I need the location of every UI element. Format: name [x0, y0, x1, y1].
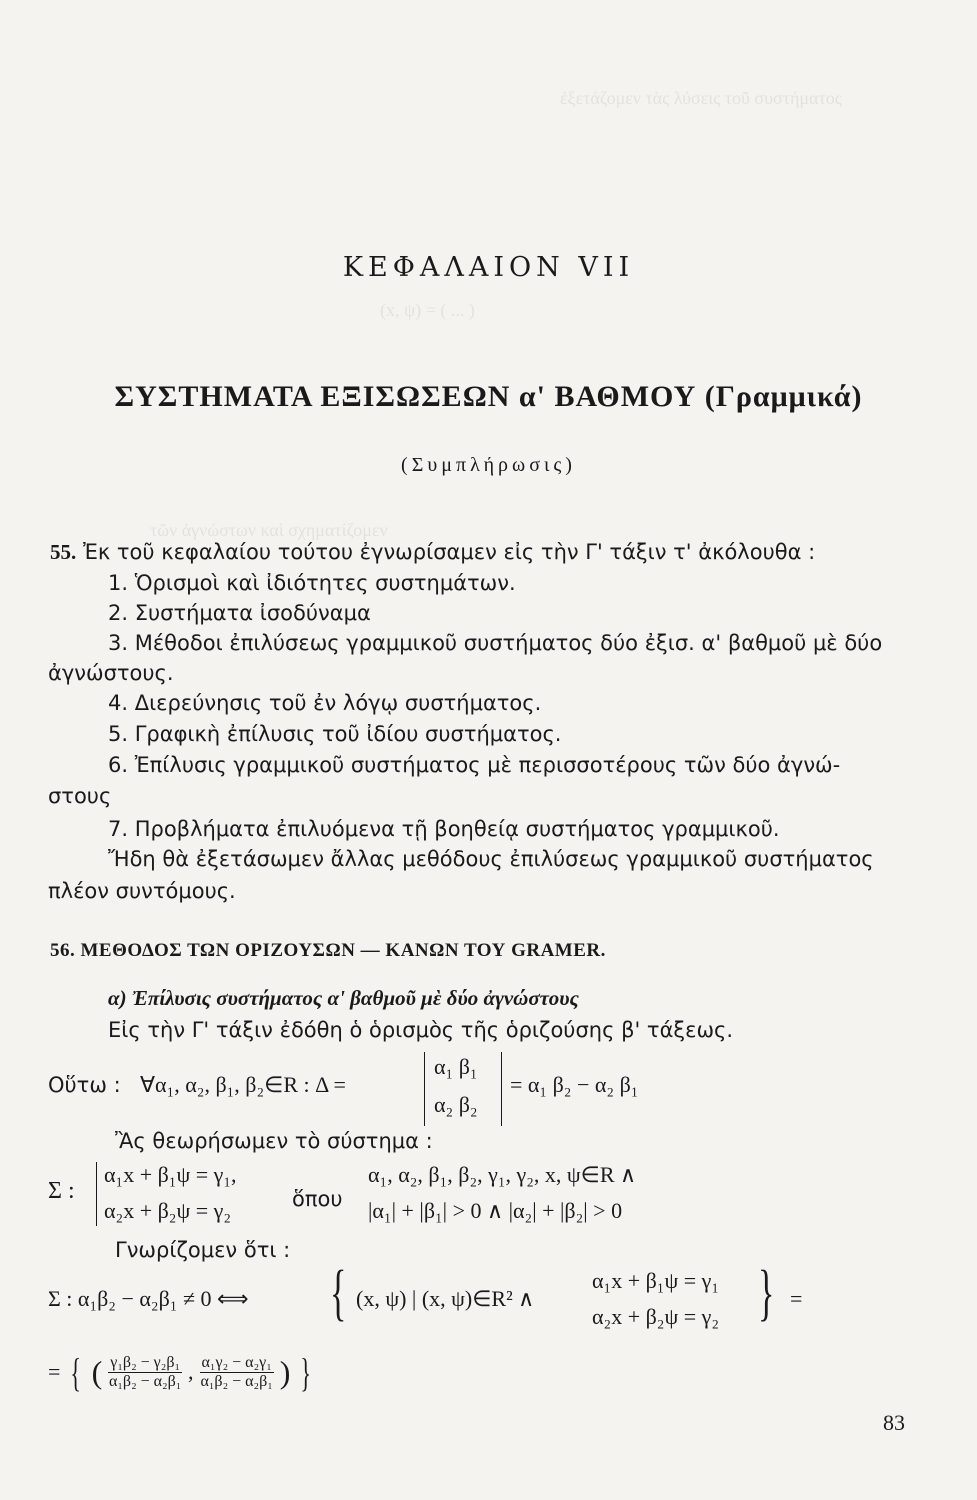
section-number: 55. [50, 540, 77, 564]
left-brace-icon: { [330, 1259, 347, 1327]
right-brace-icon: } [300, 1349, 312, 1395]
subsection-heading: α) Ἐπίλυσις συστήματος α' βαθμοῦ μὲ δύο ἀγνώστους [108, 986, 579, 1010]
list-item: 6. Ἐπίλυσις γραμμικοῦ συστήματος μὲ περισσοτέρους τῶν δύο ἀγνώ- [108, 753, 841, 777]
equals-sign: = [790, 1286, 803, 1311]
fraction-denominator: α₁β₂ − α₂β₁ [200, 1372, 273, 1390]
outo-label: Οὕτω : [48, 1073, 121, 1097]
determinant-row-1: α₁ β₁ [434, 1054, 478, 1079]
page-subtitle: (Συμπλήρωσις) [401, 454, 576, 476]
solvability-condition: Σ : α₁β₂ − α₂β₁ ≠ 0 ⟺ [48, 1286, 249, 1311]
list-item: 2. Συστήματα ἰσοδύναμα [108, 601, 371, 625]
system-equation-2: α₂x + β₂ψ = γ₂ [104, 1198, 232, 1223]
list-item: 5. Γραφικὴ ἐπίλυσις τοῦ ἰδίου συστήματος. [108, 722, 562, 746]
quantifier-expression: ∀α₁, α₂, β₁, β₂∈R : Δ = [140, 1072, 346, 1097]
left-brace-icon: { [70, 1349, 82, 1395]
bleed-through-text: τῶν ἀγνώστων καὶ σχηματίζομεν [150, 520, 388, 540]
left-paren-icon: ( [91, 1353, 103, 1390]
bleed-through-text: ἐξετάζομεν τὰς λύσεις τοῦ συστήματος [560, 88, 842, 108]
bleed-through-text: (x, ψ) = ( ... ) [380, 300, 475, 320]
list-item: 4. Διερεύνησις τοῦ ἐν λόγῳ συστήματος. [108, 691, 542, 715]
page-number: 83 [883, 1410, 905, 1435]
condition-line-2: |α₁| + |β₁| > 0 ∧ |α₂| + |β₂| > 0 [368, 1198, 623, 1223]
paragraph-line: Ἂς θεωρήσωμεν τὸ σύστημα : [115, 1129, 433, 1153]
section-56-heading [50, 940, 606, 962]
solution-result [48, 1344, 316, 1400]
chapter-heading: ΚΕΦΑΛΑΙΟΝ VII [342, 252, 635, 283]
comma-separator: , [188, 1359, 194, 1384]
paragraph-line: Ἤδη θὰ ἐξετάσωμεν ἄλλας μεθόδους ἐπιλύσεως γραμμικοῦ συστήματος [108, 847, 874, 871]
solution-set-condition: (x, ψ) | (x, ψ)∈R² ∧ [356, 1286, 535, 1311]
list-item: 1. Ὁρισμοὶ καὶ ἰδιότητες συστημάτων. [108, 571, 516, 595]
list-item-continuation: ἀγνώστους. [48, 661, 174, 685]
paragraph-line: Γνωρίζομεν ὅτι : [115, 1238, 291, 1262]
page-title: ΣΥΣΤΗΜΑΤΑ ΕΞΙΣΩΣΕΩΝ α' ΒΑΘΜΟΥ (Γραμμικά) [114, 380, 863, 413]
system-equation-1: α₁x + β₁ψ = γ₁, [104, 1162, 237, 1187]
fraction-psi [200, 1354, 274, 1391]
paragraph-line: πλέον συντόμους. [48, 879, 236, 903]
section-number: 56. [50, 940, 76, 961]
section-55-intro-text: Ἐκ τοῦ κεφαλαίου τούτου ἐγνωρίσαμεν εἰς τὴν Γ' τάξιν τ' ἀκόλουθα : [82, 540, 816, 564]
solution-set-equation-2: α₂x + β₂ψ = γ₂ [592, 1304, 720, 1329]
condition-line-1: α₁, α₂, β₁, β₂, γ₁, γ₂, x, ψ∈R ∧ [368, 1162, 637, 1187]
list-item: 3. Μέθοδοι ἐπιλύσεως γραμμικοῦ συστήματος δύο ἐξισ. α' βαθμοῦ μὲ δύο [108, 631, 883, 655]
right-brace-icon: } [758, 1259, 775, 1327]
sigma-label: Σ : [48, 1178, 75, 1204]
opou-label: ὅπου [292, 1187, 343, 1211]
system-bracket [96, 1162, 97, 1226]
fraction-numerator: γ₁β₂ − γ₂β₁ [110, 1353, 181, 1371]
equals-sign: = [48, 1359, 61, 1384]
determinant-expansion: = α₁ β₂ − α₂ β₁ [510, 1072, 639, 1097]
right-paren-icon: ) [279, 1353, 291, 1390]
fraction-denominator: α₁β₂ − α₂β₁ [108, 1372, 182, 1390]
section-56-heading-text: ΜΕΘΟΔΟΣ ΤΩΝ ΟΡΙΖΟΥΣΩΝ — ΚΑΝΩΝ ΤΟΥ GRAMER. [80, 940, 606, 961]
paragraph-line: Εἰς τὴν Γ' τάξιν ἐδόθη ὁ ὁρισμὸς τῆς ὁριζούσης β' τάξεως. [108, 1018, 734, 1042]
section-55-intro [50, 540, 815, 565]
solution-set-equation-1: α₁x + β₁ψ = γ₁ [592, 1268, 720, 1293]
list-item: 7. Προβλήματα ἐπιλυόμενα τῇ βοηθείᾳ συστήματος γραμμικοῦ. [108, 817, 780, 841]
determinant-row-2: α₂ β₂ [434, 1092, 478, 1117]
list-item-continuation: στους [48, 784, 112, 808]
fraction-x [108, 1354, 182, 1391]
fraction-numerator: α₁γ₂ − α₂γ₁ [201, 1353, 272, 1371]
